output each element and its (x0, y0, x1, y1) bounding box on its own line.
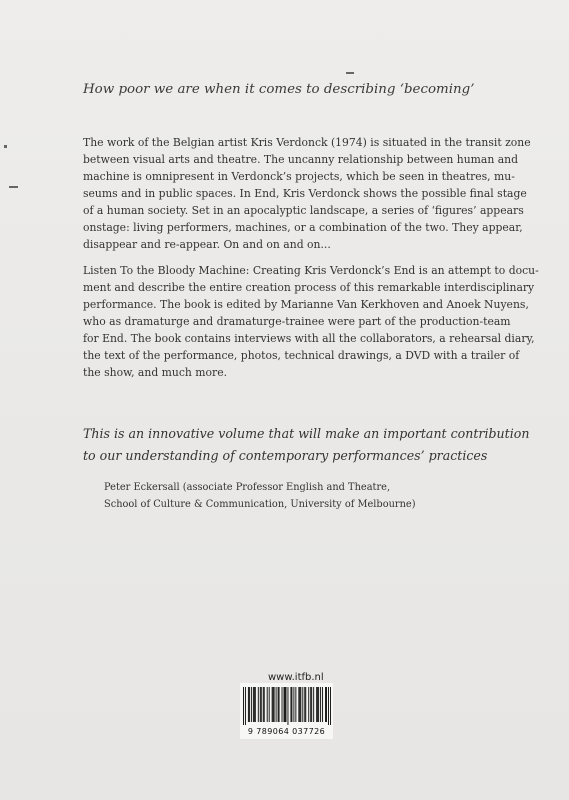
description-paragraph (83, 134, 531, 253)
paragraph-line: Listen To the Bloody Machine: Creating Kris Verdonck’s End is an attempt to docu- (83, 264, 539, 277)
attribution-line: School of Culture & Communication, University of Melbourne) (104, 499, 416, 510)
isbn-barcode (240, 683, 333, 739)
print-speck (346, 72, 354, 74)
paragraph-line: for End. The book contains interviews with all the collaborators, a rehearsal diary, (83, 332, 535, 345)
paragraph-line: machine is omnipresent in Verdonck’s projects, which be seen in theatres, mu- (83, 170, 515, 183)
paragraph-line: the show, and much more. (83, 366, 228, 379)
quote-attribution (104, 479, 504, 513)
quote-line: to our understanding of contemporary performances’ practices (83, 448, 488, 463)
print-speck (4, 145, 7, 148)
paragraph-line: who as dramaturge and dramaturge-trainee were part of the production-team (83, 315, 511, 328)
publisher-website: www.itfb.nl (268, 672, 324, 683)
barcode-digits: 9 789064 037726 (247, 727, 326, 736)
paragraph-line: the text of the performance, photos, technical drawings, a DVD with a trailer of (83, 349, 520, 362)
paragraph-line: onstage: living performers, machines, or a combination of the two. They appear, (83, 221, 523, 234)
paragraph-line: performance. The book is edited by Marianne Van Kerkhoven and Anoek Nuyens, (83, 298, 529, 311)
paragraph-line: seums and in public spaces. In End, Kris Verdonck shows the possible final stage (83, 187, 527, 200)
book-summary-paragraph (83, 262, 539, 381)
paragraph-line: The work of the Belgian artist Kris Verdonck (1974) is situated in the transit zone (83, 136, 531, 149)
attribution-line: Peter Eckersall (associate Professor English and Theatre, (104, 482, 391, 493)
paragraph-line: ment and describe the entire creation process of this remarkable interdisciplinary (83, 281, 535, 294)
endorsement-quote (83, 423, 530, 467)
paragraph-line: of a human society. Set in an apocalyptic landscape, a series of ‘figures’ appears (83, 204, 524, 217)
barcode-bars (243, 687, 331, 725)
print-speck (9, 186, 18, 188)
quote-line: This is an innovative volume that will make an important contribution (83, 426, 530, 441)
paragraph-line: disappear and re-appear. On and on and on... (83, 238, 331, 251)
paragraph-line: between visual arts and theatre. The uncanny relationship between human and (83, 153, 519, 166)
tagline: How poor we are when it comes to describing ‘becoming’ (83, 82, 475, 97)
